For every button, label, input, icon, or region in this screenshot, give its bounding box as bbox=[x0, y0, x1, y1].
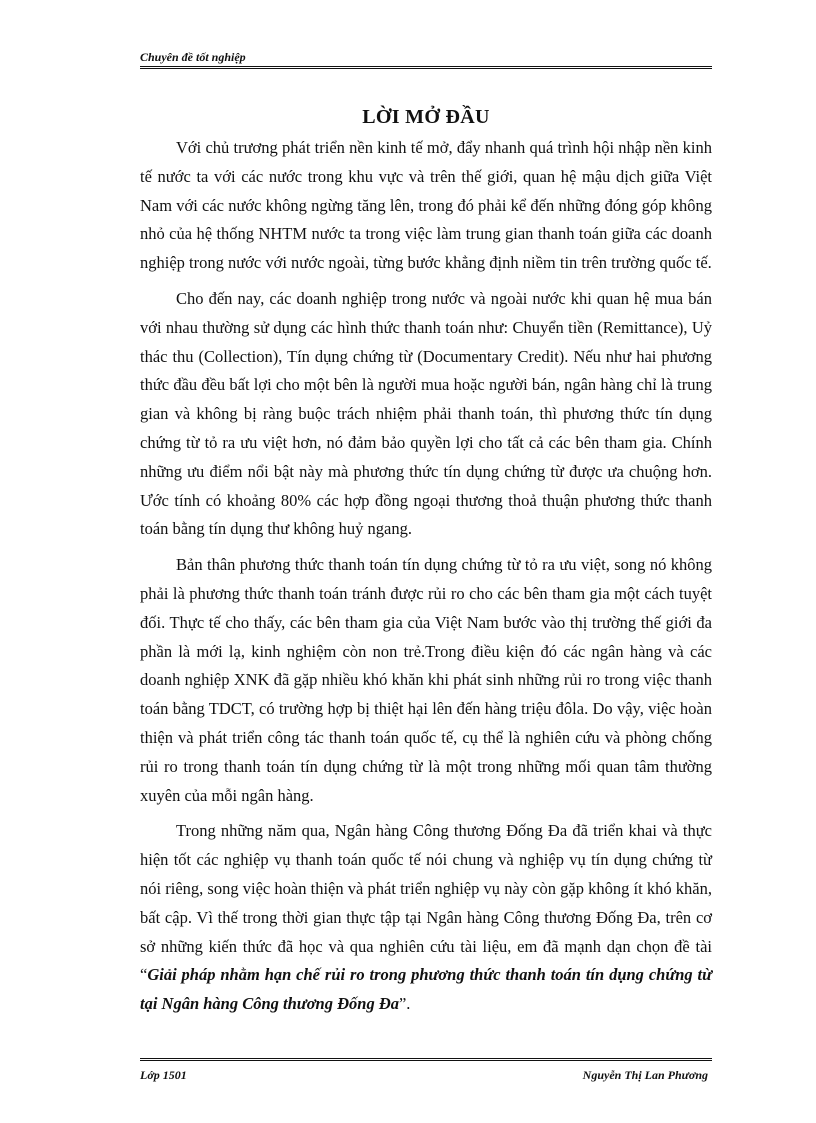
footer-divider bbox=[140, 1058, 712, 1061]
paragraph-1: Với chủ trương phát triển nền kinh tế mở, đẩy nhanh quá trình hội nhập nền kinh tế nước ta với các nước trong khu vực và trên thế giới, quan hệ mậu dịch giữa Việt Nam với các nước không ngừng tăng lên, trong đó phải kể đến những đóng góp không nhỏ của hệ thống NHTM nước ta trong việc làm trung gian thanh toán giữa các doanh nghiệp trong nước với nước ngoài, từng bước khẳng định niềm tin trên trường quốc tế. bbox=[140, 138, 712, 273]
header-divider bbox=[140, 66, 712, 69]
author-name: Nguyễn Thị Lan Phương bbox=[582, 1068, 708, 1082]
paragraph-2: Cho đến nay, các doanh nghiệp trong nước và ngoài nước khi quan hệ mua bán với nhau thường sử dụng các hình thức thanh toán như: Chuyển tiền (Remittance), Uỷ thác thu (Collection), Tín dụng chứng từ (Documentary Credit). Nếu như hai phương thức đầu đều bất lợi cho một bên là người mua hoặc người bán, ngân hàng chỉ là trung gian và không bị ràng buộc trách nhiệm phải thanh toán, thì phương thức tín dụng chứng từ tỏ ra ưu việt hơn, nó đảm bảo quyền lợi cho tất cả các bên tham gia. Chính những ưu điểm nổi bật này mà phương thức tín dụng chứng từ được ưa chuộng hơn. Ước tính có khoảng 80% các hợp đồng ngoại thương thoả thuận phương thức thanh toán bằng tín dụng thư không huỷ ngang. bbox=[140, 288, 712, 539]
paragraph-3: Bản thân phương thức thanh toán tín dụng chứng từ tỏ ra ưu việt, song nó không phải là phương thức thanh toán tránh được rủi ro cho các bên tham gia một cách tuyệt đối. Thực tế cho thấy, các bên tham gia của Việt Nam bước vào thị trường thế giới đa phần là mới lạ, kinh nghiệm còn non trẻ.Trong điều kiện đó các ngân hàng và các doanh nghiệp XNK đã gặp nhiều khó khăn khi phát sinh những rủi ro trong việc thanh toán bằng TDCT, có trường hợp bị thiệt hại lên đến hàng triệu đôla. Do vậy, việc hoàn thiện và phát triển công tác thanh toán quốc tế, cụ thể là nghiên cứu và phòng chống rủi ro trong thanh toán tín dụng chứng từ là một trong những mối quan tâm thường xuyên của mỗi ngân hàng. bbox=[140, 555, 712, 805]
page-title: LỜI MỞ ĐẦU bbox=[362, 106, 490, 128]
page-header bbox=[140, 46, 712, 68]
paragraph-4 bbox=[140, 817, 712, 1019]
class-label: Lớp 1501 bbox=[140, 1068, 187, 1082]
paragraph-4-lead: Trong những năm qua, Ngân hàng Công thương Đống Đa đã triển khai và thực hiện tốt các nghiệp vụ thanh toán quốc tế nói chung và nghiệp vụ tín dụng chứng từ nói riêng, song việc hoàn thiện và phát triển nghiệp vụ này còn gặp không ít khó khăn, bất cập. Vì thế trong thời gian thực tập tại Ngân hàng Công thương Đống Đa, trên cơ sở những kiến thức đã học và qua nghiên cứu tài liệu, em đã mạnh dạn chọn đề tài “ bbox=[140, 821, 712, 985]
document-body bbox=[140, 134, 712, 1026]
running-title: Chuyên đề tốt nghiệp bbox=[140, 50, 246, 64]
thesis-topic: Giải pháp nhằm hạn chế rủi ro trong phương thức thanh toán tín dụng chứng từ tại Ngân hàng Công thương Đống Đa bbox=[140, 965, 712, 1014]
paragraph-4-tail: ”. bbox=[398, 994, 411, 1014]
page-footer bbox=[140, 1058, 712, 1084]
